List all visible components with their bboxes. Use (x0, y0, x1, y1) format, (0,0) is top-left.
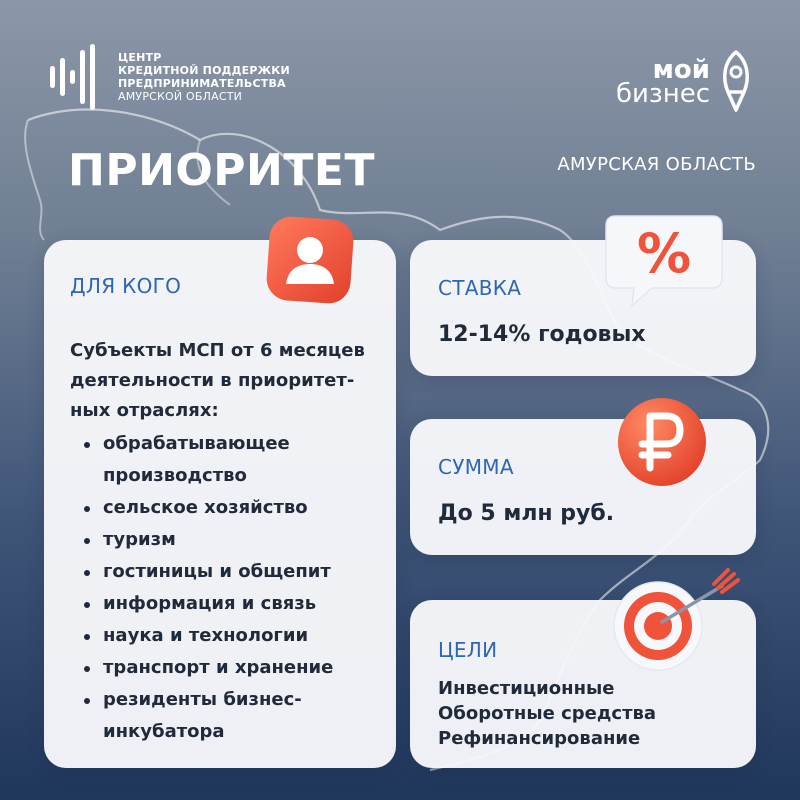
list-item: Рефинансирование (438, 728, 641, 749)
who-desc-line: деятельности в приоритет- (70, 370, 355, 391)
who-list (82, 428, 333, 748)
who-desc-line: Субъекты МСП от 6 месяцев (70, 340, 365, 361)
list-item: резиденты бизнес- инкубатора (82, 684, 333, 748)
list-item: гостиницы и общепит (82, 556, 333, 588)
org-line: ЦЕНТР (118, 51, 162, 64)
list-item: Инвестиционные (438, 678, 615, 699)
list-item: Оборотные средства (438, 703, 657, 724)
list-item: наука и технологии (82, 620, 333, 652)
list-item: сельское хозяйство (82, 492, 333, 524)
list-item: информация и связь (82, 588, 333, 620)
sum-label: СУММА (438, 455, 514, 479)
org-logo (48, 44, 290, 110)
who-label: ДЛЯ КОГО (70, 274, 182, 298)
brand-line-2: бизнес (615, 79, 710, 109)
goals-label: ЦЕЛИ (438, 638, 498, 662)
who-desc-line: ных отраслях: (70, 400, 219, 421)
list-item: обрабатывающее производство (82, 428, 333, 492)
goals-list (438, 676, 656, 751)
page-title: ПРИОРИТЕТ (68, 145, 375, 196)
target-icon (610, 568, 742, 674)
rocket-icon (714, 48, 758, 114)
org-line: КРЕДИТНОЙ ПОДДЕРЖКИ (118, 64, 290, 77)
ruble-icon (612, 392, 712, 492)
who-description (70, 336, 390, 426)
sum-value: До 5 млн руб. (438, 501, 615, 526)
rate-value: 12-14% годовых (438, 322, 646, 347)
org-logo-mark-icon (48, 44, 104, 110)
list-item: транспорт и хранение (82, 652, 333, 684)
percent-icon (602, 208, 726, 312)
list-item: туризм (82, 524, 333, 556)
user-icon (262, 212, 358, 308)
org-name (118, 51, 290, 103)
brand-line-1: мой (652, 55, 710, 85)
rate-label: СТАВКА (438, 276, 522, 300)
region-name: АМУРСКАЯ ОБЛАСТЬ (557, 154, 756, 175)
svg-text:%: % (636, 222, 692, 285)
brand-logo (606, 48, 766, 118)
brand-wordmark (606, 55, 710, 109)
card-who (44, 240, 396, 768)
org-line: АМУРСКОЙ ОБЛАСТИ (118, 90, 243, 103)
org-line: ПРЕДПРИНИМАТЕЛЬСТВА (118, 77, 286, 90)
